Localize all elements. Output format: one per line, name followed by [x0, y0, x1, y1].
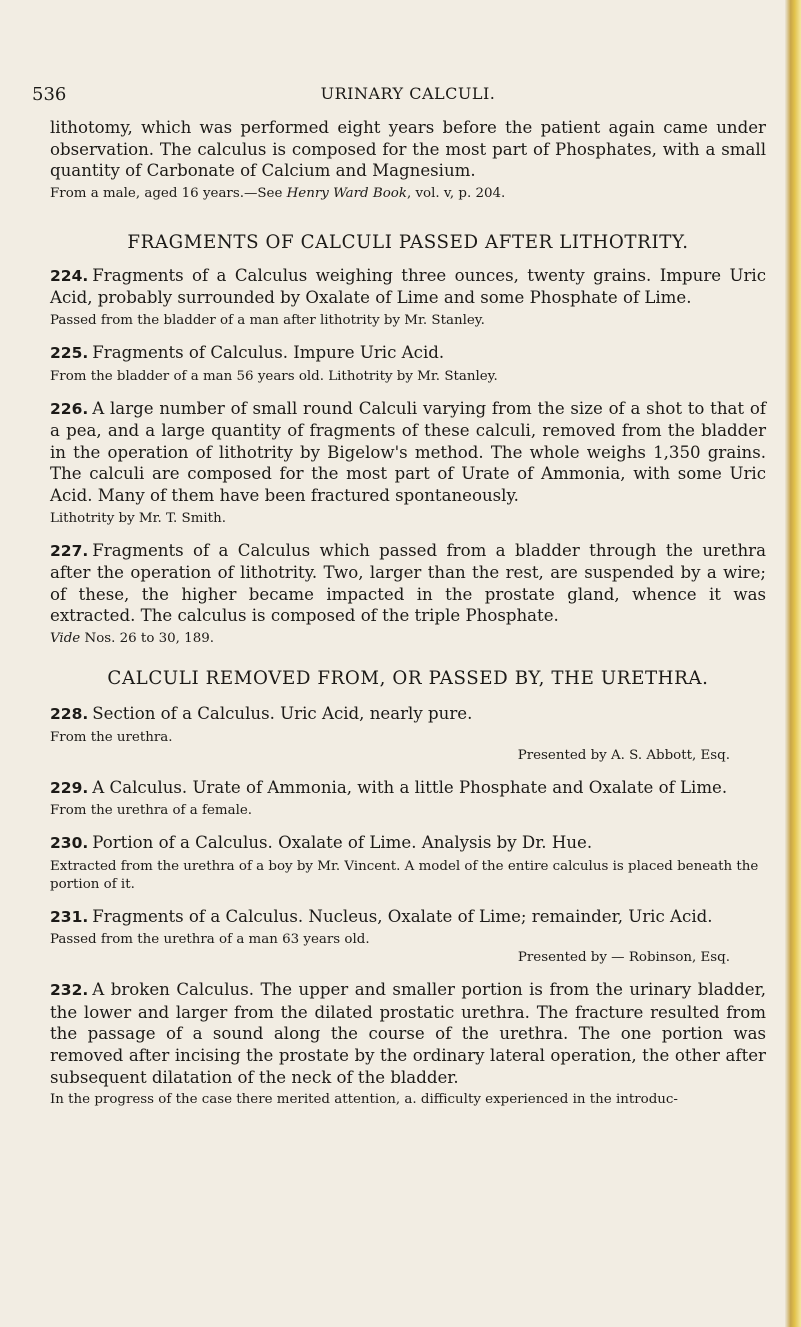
catalogue-entry — [50, 906, 766, 968]
entry-number: 225. — [50, 343, 89, 362]
catalogue-entry — [50, 703, 766, 765]
note-text: From a male, aged 16 years.—See — [50, 185, 287, 201]
entry-note: From the bladder of a man 56 years old. Lithotrity by Mr. Stanley. — [50, 368, 498, 384]
entry-text: Fragments of a Calculus. Nucleus, Oxalate of Lime; remainder, Uric Acid. — [92, 906, 713, 926]
page-body — [50, 117, 766, 1109]
entry-number: 229. — [50, 778, 89, 797]
entry-text: A broken Calculus. The upper and smaller portion is from the urinary bladder, the lower and larger from the dilated prostatic urethra. The fracture resulted from the passage of a sound along the course of the urethra. The one portion was removed after incising the prostate by the ordinary lateral operation, the other after subsequent dilatation of the neck of the bladder. — [50, 980, 766, 1087]
catalogue-entry — [50, 265, 766, 330]
entry-text: Section of a Calculus. Uric Acid, nearly pure. — [92, 703, 473, 723]
entry-number: 232. — [50, 981, 89, 1000]
page-edge — [785, 0, 801, 1327]
presented-by: Presented by A. S. Abbott, Esq. — [517, 747, 730, 763]
intro-paragraph: lithotomy, which was performed eight years before the patient again came under observation. The calculus is composed for the most part of Phosphates, with a small quantity of Carbonate of Calcium and Magnesium. — [50, 118, 766, 181]
entry-note: Passed from the urethra of a man 63 years old. — [50, 932, 370, 948]
catalogue-entry — [50, 832, 766, 894]
entry-note: Passed from the bladder of a man after lithotrity by Mr. Stanley. — [50, 312, 485, 328]
entry-number: 228. — [50, 704, 89, 723]
entry-number: 227. — [50, 541, 89, 560]
entry-note: Extracted from the urethra of a boy by Mr. Vincent. A model of the entire calculus is placed beneath the portion of it. — [50, 858, 759, 892]
section-heading: FRAGMENTS OF CALCULI PASSED AFTER LITHOTRITY. — [127, 231, 689, 253]
catalogue-entry — [50, 398, 766, 528]
intro-note — [50, 185, 766, 203]
presented-by: Presented by — Robinson, Esq. — [517, 950, 730, 966]
entry-number: 224. — [50, 266, 89, 285]
entry-text: A large number of small round Calculi varying from the size of a shot to that of a pea, and a large quantity of fragments of these calculi, removed from the bladder in the operation of lithotrity by Bigelow's method. The whole weighs 1,350 grains. The calculi are composed for the most part of Urate of Ammonia, with some Uric Acid. Many of them have been fractured spontaneously. — [50, 398, 766, 505]
section-heading: CALCULI REMOVED FROM, OR PASSED BY, THE URETHRA. — [107, 667, 709, 689]
note-text: , vol. v, p. 204. — [406, 185, 506, 201]
catalogue-entry — [50, 540, 766, 648]
page-number: 536 — [32, 84, 67, 105]
entry-text: Fragments of a Calculus weighing three ounces, twenty grains. Impure Uric Acid, probably surrounded by Oxalate of Lime and some Phosphate of Lime. — [50, 265, 766, 308]
entry-text: Fragments of Calculus. Impure Uric Acid. — [92, 342, 445, 362]
entry-number: 231. — [50, 907, 89, 926]
catalogue-entry — [50, 342, 766, 386]
entry-note: From the urethra of a female. — [50, 803, 253, 819]
entry-text: Portion of a Calculus. Oxalate of Lime. Analysis by Dr. Hue. — [92, 833, 593, 853]
note-text: Nos. 26 to 30, 189. — [80, 630, 215, 646]
catalogue-entry — [50, 979, 766, 1109]
running-header — [32, 84, 766, 108]
entry-note — [50, 630, 766, 648]
vide-label: Vide — [50, 630, 81, 646]
entry-note: From the urethra. — [50, 729, 173, 745]
running-title: URINARY CALCULI. — [320, 84, 496, 103]
catalogue-entry — [50, 777, 766, 821]
entry-note: In the progress of the case there merited attention, a. difficulty experienced in the introduc- — [50, 1092, 678, 1108]
entry-number: 230. — [50, 834, 89, 853]
entry-text: Fragments of a Calculus which passed from a bladder through the urethra after the operation of lithotrity. Two, larger than the rest, are suspended by a wire; of these, the higher became impacted in the prostate gland, whence it was extracted. The calculus is composed of the triple Phosphate. — [50, 540, 766, 626]
book-title: Henry Ward Book — [286, 185, 407, 201]
entry-text: A Calculus. Urate of Ammonia, with a little Phosphate and Oxalate of Lime. — [92, 777, 728, 797]
entry-note: Lithotrity by Mr. T. Smith. — [50, 510, 226, 526]
entry-number: 226. — [50, 399, 89, 418]
book-page — [32, 0, 766, 1327]
